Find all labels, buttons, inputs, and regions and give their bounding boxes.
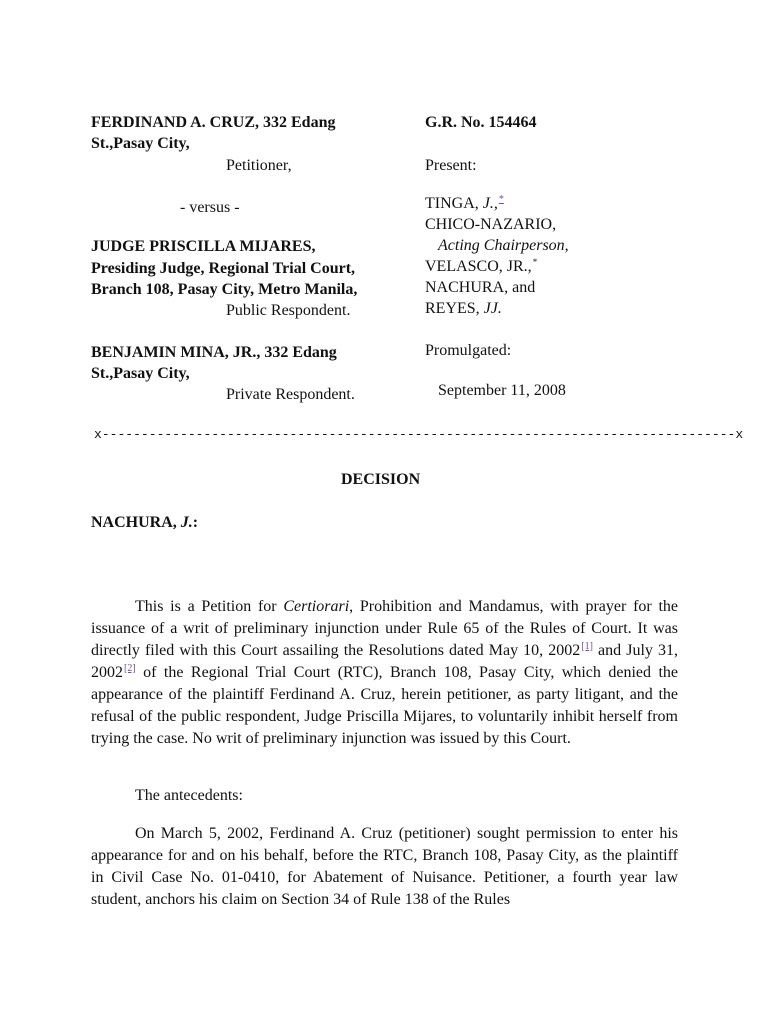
p2-text: The antecedents: bbox=[135, 787, 243, 804]
public-respondent-name: JUDGE PRISCILLA MIJARES, bbox=[91, 238, 316, 255]
ponente-suffix: J. bbox=[180, 514, 193, 531]
promulgated-label: Promulgated: bbox=[425, 342, 512, 359]
acting-chairperson-title: Acting Chairperson, bbox=[438, 237, 569, 254]
justice-tinga bbox=[425, 195, 504, 213]
paragraph-antecedents bbox=[91, 785, 678, 807]
section-divider: x---------------------------------------------------------------------------------x bbox=[94, 427, 744, 442]
p1-certiorari: Certiorari bbox=[283, 598, 350, 615]
justice-velasco-name: VELASCO, JR., bbox=[425, 258, 532, 275]
justice-tinga-name: TINGA, bbox=[425, 195, 479, 212]
petitioner-address: St.,Pasay City, bbox=[91, 135, 190, 152]
petitioner-name: FERDINAND A. CRUZ, 332 Edang bbox=[91, 114, 336, 131]
ponente-name: NACHURA, bbox=[91, 514, 177, 531]
private-respondent-role: Private Respondent. bbox=[226, 386, 355, 403]
p1-part-a: This is a Petition for bbox=[135, 598, 284, 615]
public-respondent-role: Public Respondent. bbox=[226, 302, 351, 319]
p1-part-c: , Prohibition and Mandamus, with prayer for the issuance of a writ of preliminary injunction under Rule 65 of the Rules of Court. It was directly filed with this Court assailing the Resolutions dated May 10, 2002 bbox=[91, 598, 679, 659]
p1-part-e: of the Regional Trial Court (RTC), Branch 108, Pasay City, which denied the appearance of the plaintiff Ferdinand A. Cruz, herein petitioner, as party litigant, and the refusal of the public respondent, Judge Priscilla Mijares, to voluntarily inhibit herself from trying the case. No writ of preliminary injunction was issued by this Court. bbox=[91, 664, 678, 747]
justices-suffix: JJ. bbox=[483, 300, 502, 317]
paragraph-petition bbox=[91, 596, 678, 750]
ponente-colon: : bbox=[192, 514, 199, 531]
gr-number: G.R. No. 154464 bbox=[425, 114, 537, 131]
justice-tinga-suffix: J., bbox=[482, 195, 498, 212]
versus-label: - versus - bbox=[180, 199, 240, 216]
justice-reyes bbox=[425, 300, 502, 318]
justice-chico-nazario: CHICO-NAZARIO, bbox=[425, 216, 557, 233]
public-respondent-branch: Branch 108, Pasay City, Metro Manila, bbox=[91, 281, 358, 298]
justice-reyes-name: REYES, bbox=[425, 300, 480, 317]
footnote-mark-tinga[interactable]: * bbox=[498, 193, 504, 205]
petitioner-role: Petitioner, bbox=[226, 157, 292, 174]
private-respondent-address: St.,Pasay City, bbox=[91, 365, 190, 382]
promulgation-date: September 11, 2008 bbox=[438, 382, 566, 399]
justice-nachura: NACHURA, and bbox=[425, 279, 536, 296]
present-label: Present: bbox=[425, 157, 477, 174]
footnote-mark-velasco: * bbox=[532, 256, 538, 267]
footnote-link-2[interactable]: [2] bbox=[124, 662, 136, 674]
p1-part-d: and July 31, 2002 bbox=[91, 642, 678, 681]
p3-text: On March 5, 2002, Ferdinand A. Cruz (petitioner) sought permission to enter his appearance for and on his behalf, before the RTC, Branch 108, Pasay City, as the plaintiff in Civil Case No. 01-0410, for Abatement of Nuisance. Petitioner, a fourth year law student, anchors his claim on Section 34 of Rule 138 of the Rules bbox=[91, 825, 678, 908]
public-respondent-position: Presiding Judge, Regional Trial Court, bbox=[91, 260, 356, 277]
ponente-line bbox=[91, 514, 198, 532]
paragraph-facts bbox=[91, 823, 678, 911]
private-respondent-name: BENJAMIN MINA, JR., 332 Edang bbox=[91, 344, 337, 361]
justice-velasco bbox=[425, 258, 537, 276]
decision-heading: DECISION bbox=[341, 471, 421, 488]
footnote-link-1[interactable]: [1] bbox=[581, 640, 593, 652]
